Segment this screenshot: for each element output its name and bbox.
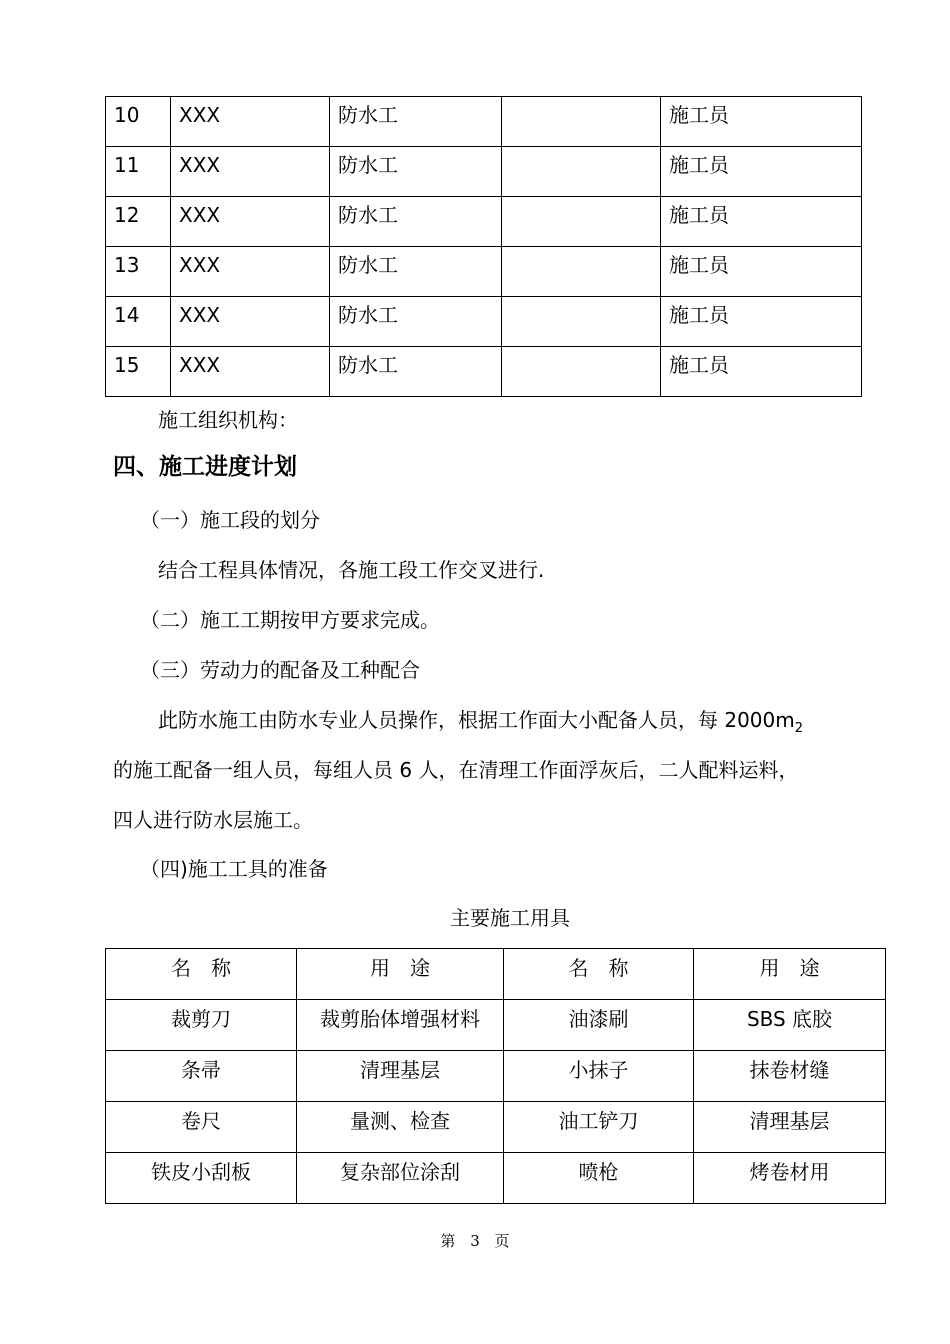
table-row xyxy=(106,147,862,197)
page-number: 3 xyxy=(470,1232,480,1250)
staff-table-body xyxy=(106,97,862,397)
table-cell: XXX xyxy=(171,347,330,397)
table-cell: 施工员 xyxy=(661,197,862,247)
table-cell: 防水工 xyxy=(330,97,502,147)
table-cell: 清理基层 xyxy=(297,1051,504,1102)
table-cell: 11 xyxy=(106,147,171,197)
table-cell: 抹卷材缝 xyxy=(694,1051,886,1102)
table-cell xyxy=(502,147,661,197)
table-cell: SBS 底胶 xyxy=(694,1000,886,1051)
labor-paragraph-line-1-text: 此防水施工由防水专业人员操作，根据工作面大小配备人员，每 2000m xyxy=(158,708,795,732)
table-cell: 用 途 xyxy=(297,949,504,1000)
table-cell: 量测、检查 xyxy=(297,1102,504,1153)
table-row xyxy=(106,1000,886,1051)
table-cell: 防水工 xyxy=(330,197,502,247)
table-cell: 施工员 xyxy=(661,97,862,147)
table-row xyxy=(106,347,862,397)
org-structure-label: 施工组织机构： xyxy=(158,408,298,432)
table-cell: 用 途 xyxy=(694,949,886,1000)
table-cell: XXX xyxy=(171,297,330,347)
table-cell: 小抹子 xyxy=(504,1051,694,1102)
table-cell: 防水工 xyxy=(330,247,502,297)
subsection-3-title: （三）劳动力的配备及工种配合 xyxy=(140,658,420,682)
table-row xyxy=(106,197,862,247)
table-row xyxy=(106,1102,886,1153)
table-cell: XXX xyxy=(171,97,330,147)
staff-table xyxy=(105,96,862,397)
table-cell: 名 称 xyxy=(106,949,297,1000)
table-cell xyxy=(502,297,661,347)
table-cell: 14 xyxy=(106,297,171,347)
table-row xyxy=(106,247,862,297)
table-cell: 施工员 xyxy=(661,347,862,397)
footer-prefix: 第 xyxy=(440,1232,456,1250)
table-cell: 施工员 xyxy=(661,147,862,197)
labor-paragraph-line-3: 四人进行防水层施工。 xyxy=(113,808,313,832)
table-cell: 烤卷材用 xyxy=(694,1153,886,1204)
table-cell: XXX xyxy=(171,247,330,297)
table-cell: 油漆刷 xyxy=(504,1000,694,1051)
area-unit-subscript: 2 xyxy=(794,721,804,736)
labor-paragraph-line-2: 的施工配备一组人员，每组人员 6 人，在清理工作面浮灰后，二人配料运料， xyxy=(113,758,799,782)
table-cell: 裁剪胎体增强材料 xyxy=(297,1000,504,1051)
subsection-4-title: （四)施工工具的准备 xyxy=(140,857,328,881)
footer-suffix: 页 xyxy=(494,1232,510,1250)
table-row xyxy=(106,1153,886,1204)
subsection-1-title: （一）施工段的划分 xyxy=(140,508,320,532)
table-cell: 12 xyxy=(106,197,171,247)
tools-table xyxy=(105,948,886,1204)
table-cell: 15 xyxy=(106,347,171,397)
table-cell: 油工铲刀 xyxy=(504,1102,694,1153)
table-cell: 防水工 xyxy=(330,147,502,197)
table-cell: 防水工 xyxy=(330,297,502,347)
table-cell xyxy=(502,97,661,147)
table-cell: 复杂部位涂刮 xyxy=(297,1153,504,1204)
table-cell: 施工员 xyxy=(661,247,862,297)
table-cell: 10 xyxy=(106,97,171,147)
table-cell xyxy=(502,197,661,247)
table-cell: 卷尺 xyxy=(106,1102,297,1153)
subsection-2-title: （二）施工工期按甲方要求完成。 xyxy=(140,608,440,632)
table-cell: 施工员 xyxy=(661,297,862,347)
section-heading: 四、施工进度计划 xyxy=(113,454,297,480)
table-row xyxy=(106,97,862,147)
table-cell: 铁皮小刮板 xyxy=(106,1153,297,1204)
table-row xyxy=(106,297,862,347)
table-cell: 条帚 xyxy=(106,1051,297,1102)
table-row xyxy=(106,1051,886,1102)
labor-paragraph-line-1 xyxy=(158,708,803,741)
table-cell: 裁剪刀 xyxy=(106,1000,297,1051)
tools-table-caption: 主要施工用具 xyxy=(450,906,570,930)
table-cell: XXX xyxy=(171,197,330,247)
table-cell: 名 称 xyxy=(504,949,694,1000)
table-header-row xyxy=(106,949,886,1000)
tools-table-body xyxy=(106,949,886,1204)
table-cell xyxy=(502,347,661,397)
table-cell: 清理基层 xyxy=(694,1102,886,1153)
table-cell: 喷枪 xyxy=(504,1153,694,1204)
subsection-1-text: 结合工程具体情况，各施工段工作交叉进行. xyxy=(158,558,545,582)
page-footer xyxy=(0,1230,950,1251)
table-cell xyxy=(502,247,661,297)
table-cell: 13 xyxy=(106,247,171,297)
table-cell: XXX xyxy=(171,147,330,197)
table-cell: 防水工 xyxy=(330,347,502,397)
